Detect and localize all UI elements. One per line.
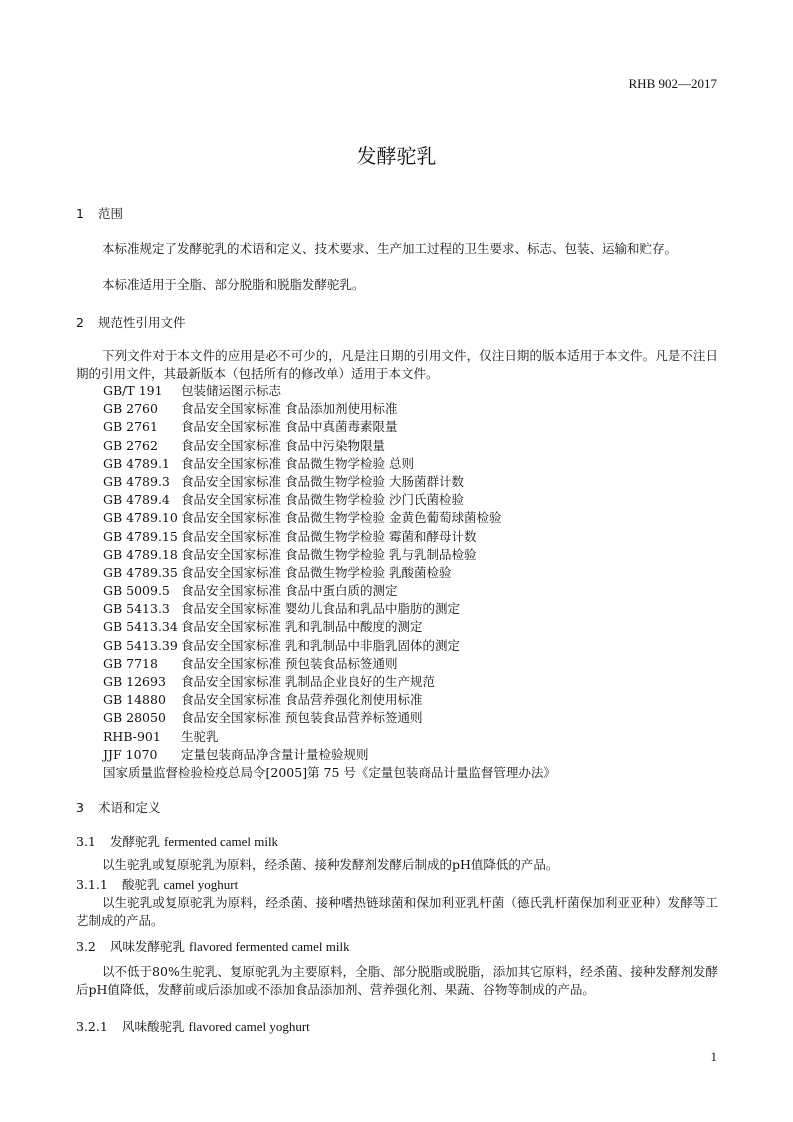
term-number: 3.2 xyxy=(76,939,96,954)
term-number: 3.2.1 xyxy=(76,1019,108,1034)
term-english: flavored fermented camel milk xyxy=(189,939,350,954)
reference-code: GB 7718 xyxy=(103,655,158,671)
reference-title: 食品安全国家标准 食品中真菌毒素限量 xyxy=(181,419,398,435)
reference-title: 食品安全国家标准 预包装食品标签通则 xyxy=(181,655,398,671)
reference-title: 食品安全国家标准 食品微生物学检验 乳与乳制品检验 xyxy=(181,546,477,562)
reference-title: 食品安全国家标准 食品添加剂使用标准 xyxy=(181,401,398,417)
term-chinese: 发酵驼乳 xyxy=(110,834,161,849)
reference-code: GB 12693 xyxy=(103,674,166,689)
section-title: 规范性引用文件 xyxy=(98,315,186,330)
reference-title: 食品安全国家标准 食品微生物学检验 霉菌和酵母计数 xyxy=(181,528,477,544)
reference-item xyxy=(103,546,501,564)
reference-title: 食品安全国家标准 乳和乳制品中酸度的测定 xyxy=(181,619,423,635)
reference-item xyxy=(103,509,501,527)
term-english: flavored camel yoghurt xyxy=(188,1019,310,1034)
reference-code: GB 5413.3 xyxy=(103,601,170,617)
reference-title: 定量包装商品净含量计量检验规则 xyxy=(181,746,369,762)
reference-code: GB 4789.35 xyxy=(103,564,178,580)
reference-title: 食品安全国家标准 食品营养强化剂使用标准 xyxy=(181,692,423,708)
reference-code: GB 4789.4 xyxy=(103,492,170,508)
reference-title: 食品安全国家标准 乳制品企业良好的生产规范 xyxy=(181,674,435,689)
reference-item xyxy=(103,709,501,727)
reference-item xyxy=(103,437,501,455)
section-title: 术语和定义 xyxy=(98,800,161,815)
term-3-1-1 xyxy=(76,876,238,894)
term-3-1-1-definition: 以生驼乳或复原驼乳为原料，经杀菌、接种嗜热链球菌和保加利亚乳杆菌（德氏乳杆菌保加利亚亚种）发酵等工艺制成的产品。 xyxy=(76,895,718,928)
reference-code: GB 5009.5 xyxy=(103,583,170,599)
reference-item xyxy=(103,564,501,582)
term-3-2-1 xyxy=(76,1018,310,1036)
reference-item-regulation: 国家质量监督检验检疫总局令[2005]第 75 号《定量包装商品计量监督管理办法》 xyxy=(103,765,556,780)
term-3-2 xyxy=(76,938,350,956)
reference-item xyxy=(103,691,501,709)
section-number: 3 xyxy=(76,800,84,815)
reference-item xyxy=(103,455,501,473)
reference-title: 生驼乳 xyxy=(181,728,219,744)
reference-code: GB 2760 xyxy=(103,401,158,417)
reference-code: GB 4789.3 xyxy=(103,473,170,489)
term-3-1 xyxy=(76,833,278,851)
reference-item xyxy=(103,418,501,436)
reference-item xyxy=(103,528,501,546)
reference-code: GB 28050 xyxy=(103,710,166,726)
term-3-1-definition: 以生驼乳或复原驼乳为原料，经杀菌、接种发酵剂发酵后制成的pH值降低的产品。 xyxy=(102,857,559,872)
term-number: 3.1 xyxy=(76,834,96,849)
references-intro: 下列文件对于本文件的应用是必不可少的，凡是注日期的引用文件，仅注日期的版本适用于本文件。凡是不注日期的引用文件，其最新版本（包括所有的修改单）适用于本文件。 xyxy=(76,348,718,381)
reference-code: GB 14880 xyxy=(103,692,166,708)
reference-item xyxy=(103,618,501,636)
scope-paragraph-1: 本标准规定了发酵驼乳的术语和定义、技术要求、生产加工过程的卫生要求、标志、包装、运输和贮存。 xyxy=(102,241,678,256)
reference-title: 食品安全国家标准 食品微生物学检验 金黄色葡萄球菌检验 xyxy=(181,510,502,526)
scope-paragraph-2: 本标准适用于全脂、部分脱脂和脱脂发酵驼乳。 xyxy=(102,277,365,292)
reference-code: RHB-901 xyxy=(103,728,161,744)
term-3-2-definition: 以不低于80%生驼乳、复原驼乳为主要原料，全脂、部分脱脂或脱脂，添加其它原料，经杀菌、接种发酵剂发酵后pH值降低，发酵前或后添加或不添加食品添加剂、营养强化剂、果蔬、谷物等制成的产品。 xyxy=(76,964,718,997)
reference-title: 食品安全国家标准 食品微生物学检验 大肠菌群计数 xyxy=(181,473,464,489)
term-chinese: 酸驼乳 xyxy=(122,877,160,892)
term-chinese: 风味发酵驼乳 xyxy=(110,939,186,954)
section-heading-terms xyxy=(76,798,161,816)
term-chinese: 风味酸驼乳 xyxy=(122,1019,185,1034)
section-number: 2 xyxy=(76,315,84,330)
section-heading-scope xyxy=(76,204,123,222)
reference-item xyxy=(103,637,501,655)
term-number: 3.1.1 xyxy=(76,877,108,892)
reference-title: 食品安全国家标准 食品中污染物限量 xyxy=(181,437,385,453)
reference-item xyxy=(103,382,501,400)
reference-title: 食品安全国家标准 食品微生物学检验 乳酸菌检验 xyxy=(181,564,452,580)
reference-title: 食品安全国家标准 婴幼儿食品和乳品中脂肪的测定 xyxy=(181,601,460,617)
reference-item xyxy=(103,400,501,418)
section-title: 范围 xyxy=(98,206,124,221)
reference-title: 食品安全国家标准 乳和乳制品中非脂乳固体的测定 xyxy=(181,637,460,653)
reference-item xyxy=(103,491,501,509)
reference-title: 食品安全国家标准 食品中蛋白质的测定 xyxy=(181,583,398,599)
reference-code: GB 5413.34 xyxy=(103,619,178,635)
document-number: RHB 902—2017 xyxy=(628,76,717,91)
reference-code: GB 4789.18 xyxy=(103,546,178,562)
reference-code: GB 2762 xyxy=(103,437,158,453)
reference-list xyxy=(103,382,501,764)
reference-code: GB 4789.1 xyxy=(103,455,170,471)
reference-item xyxy=(103,600,501,618)
reference-item xyxy=(103,728,501,746)
section-heading-references xyxy=(76,313,186,331)
reference-item xyxy=(103,655,501,673)
reference-title: 包装储运图示标志 xyxy=(181,383,282,398)
reference-title: 食品安全国家标准 食品微生物学检验 总则 xyxy=(181,455,414,471)
page-number: 1 xyxy=(710,1049,717,1064)
reference-item xyxy=(103,746,501,764)
reference-item xyxy=(103,582,501,600)
reference-item xyxy=(103,473,501,491)
reference-title: 食品安全国家标准 预包装食品营养标签通则 xyxy=(181,710,423,726)
term-english: camel yoghurt xyxy=(163,877,239,892)
reference-code: GB 4789.15 xyxy=(103,528,178,544)
reference-code: JJF 1070 xyxy=(103,746,158,762)
section-number: 1 xyxy=(76,206,84,221)
page-title: 发酵驼乳 xyxy=(356,144,437,168)
term-english: fermented camel milk xyxy=(164,834,279,849)
reference-code: GB 5413.39 xyxy=(103,637,178,653)
reference-item xyxy=(103,673,501,691)
reference-title: 食品安全国家标准 食品微生物学检验 沙门氏菌检验 xyxy=(181,492,464,508)
reference-code: GB 2761 xyxy=(103,419,158,435)
reference-code: GB/T 191 xyxy=(103,383,163,398)
reference-code: GB 4789.10 xyxy=(103,510,178,526)
